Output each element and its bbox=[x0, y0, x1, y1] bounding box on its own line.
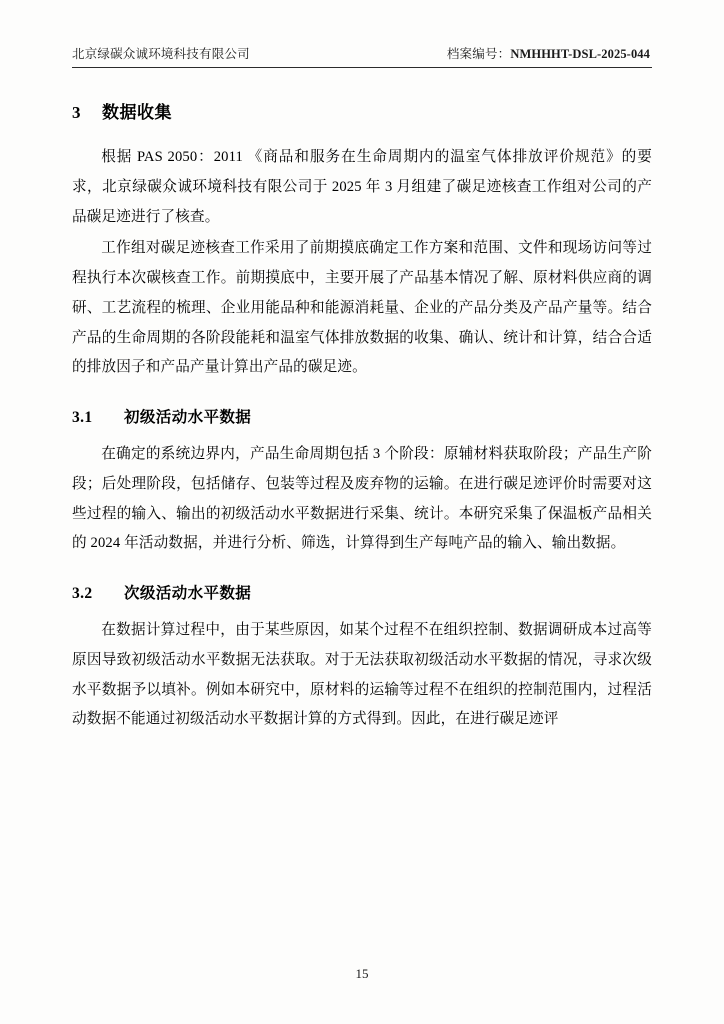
section-heading-3 bbox=[72, 98, 652, 123]
section-title-3-2: 次级活动水平数据 bbox=[124, 585, 252, 603]
paragraph-3-1: 根据 PAS 2050：2011 《商品和服务在生命周期内的温室气体排放评价规范》的要求，北京绿碳众诚环境科技有限公司于 2025 年 3 月组建了碳足迹核查工作组对公司的产品碳足迹进行了核查。 bbox=[72, 149, 652, 225]
header-company-name: 北京绿碳众诚环境科技有限公司 bbox=[72, 47, 250, 61]
section-number-3-1: 3.1 bbox=[72, 409, 93, 427]
paragraph-3-1-1: 在确定的系统边界内，产品生命周期包括 3 个阶段：原辅材料获取阶段；产品生产阶段；后处理阶段，包括储存、包装等过程及废弃物的运输。在进行碳足迹评价时需要对这些过程的输入、输出的初级活动水平数据进行采集、统计。本研究采集了保温板产品相关的 2024 年活动数据，并进行分析、筛选，计算得到生产每吨产品的输入、输出数据。 bbox=[72, 446, 652, 552]
footer-page-number: 15 bbox=[355, 966, 369, 981]
paragraph-3-2: 工作组对碳足迹核查工作采用了前期摸底确定工作方案和范围、文件和现场访问等过程执行本次碳核查工作。前期摸底中，主要开展了产品基本情况了解、原材料供应商的调研、工艺流程的梳理、企业用能品种和能源消耗量、企业的产品分类及产品产量等。结合产品的生命周期的各阶段能耗和温室气体排放数据的收集、确认、统计和计算，结合合适的排放因子和产品产量计算出产品的碳足迹。 bbox=[72, 240, 652, 376]
header-archive-code: NMHHHT-DSL-2025-044 bbox=[510, 47, 650, 61]
paragraph-3-2-1: 在数据计算过程中，由于某些原因，如某个过程不在组织控制、数据调研成本过高等原因导致初级活动水平数据无法获取。对于无法获取初级活动水平数据的情况，寻求次级水平数据予以填补。例如本研究中，原材料的运输等过程不在组织的控制范围内，过程活动数据不能通过初级活动水平数据计算的方式得到。因此，在进行碳足迹评 bbox=[72, 622, 652, 728]
section-title-3: 数据收集 bbox=[102, 103, 172, 122]
section-title-3-1: 初级活动水平数据 bbox=[124, 409, 252, 427]
header-archive-number bbox=[447, 44, 652, 62]
section-heading-3-2 bbox=[72, 581, 652, 603]
section-number-3: 3 bbox=[72, 103, 81, 122]
section-number-3-2: 3.2 bbox=[72, 585, 93, 603]
page-header bbox=[72, 44, 652, 68]
header-archive-label: 档案编号： bbox=[446, 47, 511, 61]
section-heading-3-1 bbox=[72, 405, 652, 427]
